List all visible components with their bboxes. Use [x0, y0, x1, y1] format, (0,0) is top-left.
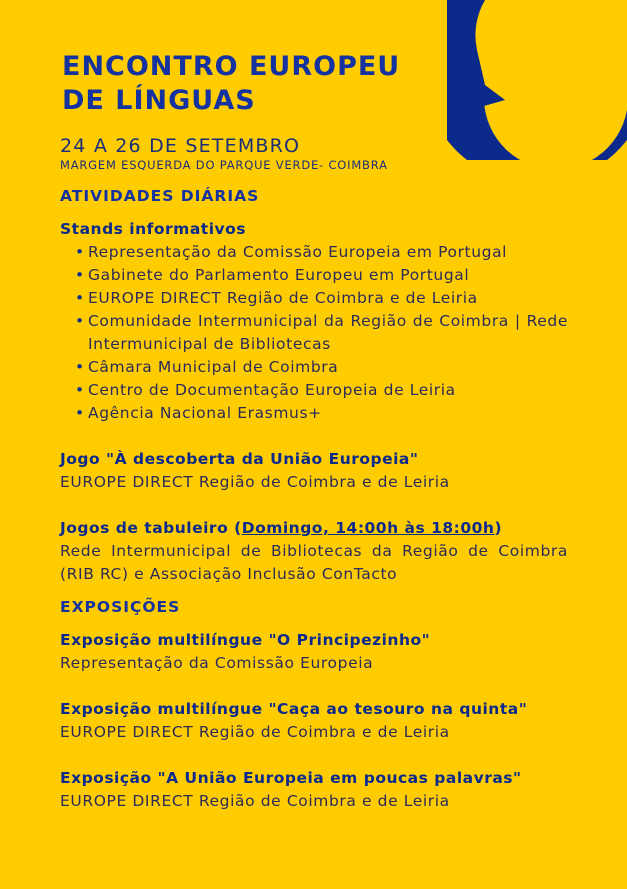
- list-item: • Gabinete do Parlamento Europeu em Portugal: [60, 264, 568, 287]
- stands-list: [60, 241, 568, 425]
- list-item: • Centro de Documentação Europeia de Leiria: [60, 379, 568, 402]
- board-games-schedule: Domingo, 14:00h às 18:00h: [241, 519, 495, 537]
- board-games-organizer: Rede Intermunicipal de Bibliotecas da Região de Coimbra (RIB RC) e Associação Inclusão ConTacto: [60, 542, 568, 583]
- exhibition-organizer: Representação da Comissão Europeia: [60, 654, 374, 672]
- game-organizer: EUROPE DIRECT Região de Coimbra e de Leiria: [60, 473, 450, 491]
- speech-bubble-ring-icon: [447, 0, 627, 160]
- list-item: • Comunidade Intermunicipal da Região de Coimbra | Rede Intermunicipal de Bibliotecas: [60, 310, 568, 356]
- event-venue: MARGEM ESQUERDA DO PARQUE VERDE- COIMBRA: [60, 158, 388, 172]
- exhibition-heading: Exposição multilíngue "O Principezinho": [60, 631, 431, 649]
- section-heading-daily: ATIVIDADES DIÁRIAS: [60, 187, 260, 205]
- list-item: • Câmara Municipal de Coimbra: [60, 356, 568, 379]
- list-item: • Representação da Comissão Europeia em Portugal: [60, 241, 568, 264]
- event-date: 24 A 26 DE SETEMBRO: [60, 135, 301, 157]
- board-games-heading: [60, 517, 568, 540]
- exhibition-organizer: EUROPE DIRECT Região de Coimbra e de Leiria: [60, 723, 450, 741]
- section-heading-exhibitions: EXPOSIÇÕES: [60, 598, 181, 616]
- page-title: [62, 50, 400, 118]
- exhibition-organizer: EUROPE DIRECT Região de Coimbra e de Leiria: [60, 792, 450, 810]
- game-heading: Jogo "À descoberta da União Europeia": [60, 450, 419, 468]
- stands-heading: Stands informativos: [60, 220, 246, 238]
- title-line-1: ENCONTRO EUROPEU: [62, 51, 401, 82]
- exhibition-heading: Exposição multilíngue "Caça ao tesouro na quinta": [60, 700, 528, 718]
- program-content: [60, 185, 568, 813]
- list-item: • EUROPE DIRECT Região de Coimbra e de Leiria: [60, 287, 568, 310]
- board-games-heading-suffix: ): [494, 519, 503, 537]
- list-item: • Agência Nacional Erasmus+: [60, 402, 568, 425]
- board-games-heading-prefix: Jogos de tabuleiro (: [60, 519, 242, 537]
- exhibition-heading: Exposição "A União Europeia em poucas palavras": [60, 769, 522, 787]
- title-line-2: DE LÍNGUAS: [62, 85, 256, 116]
